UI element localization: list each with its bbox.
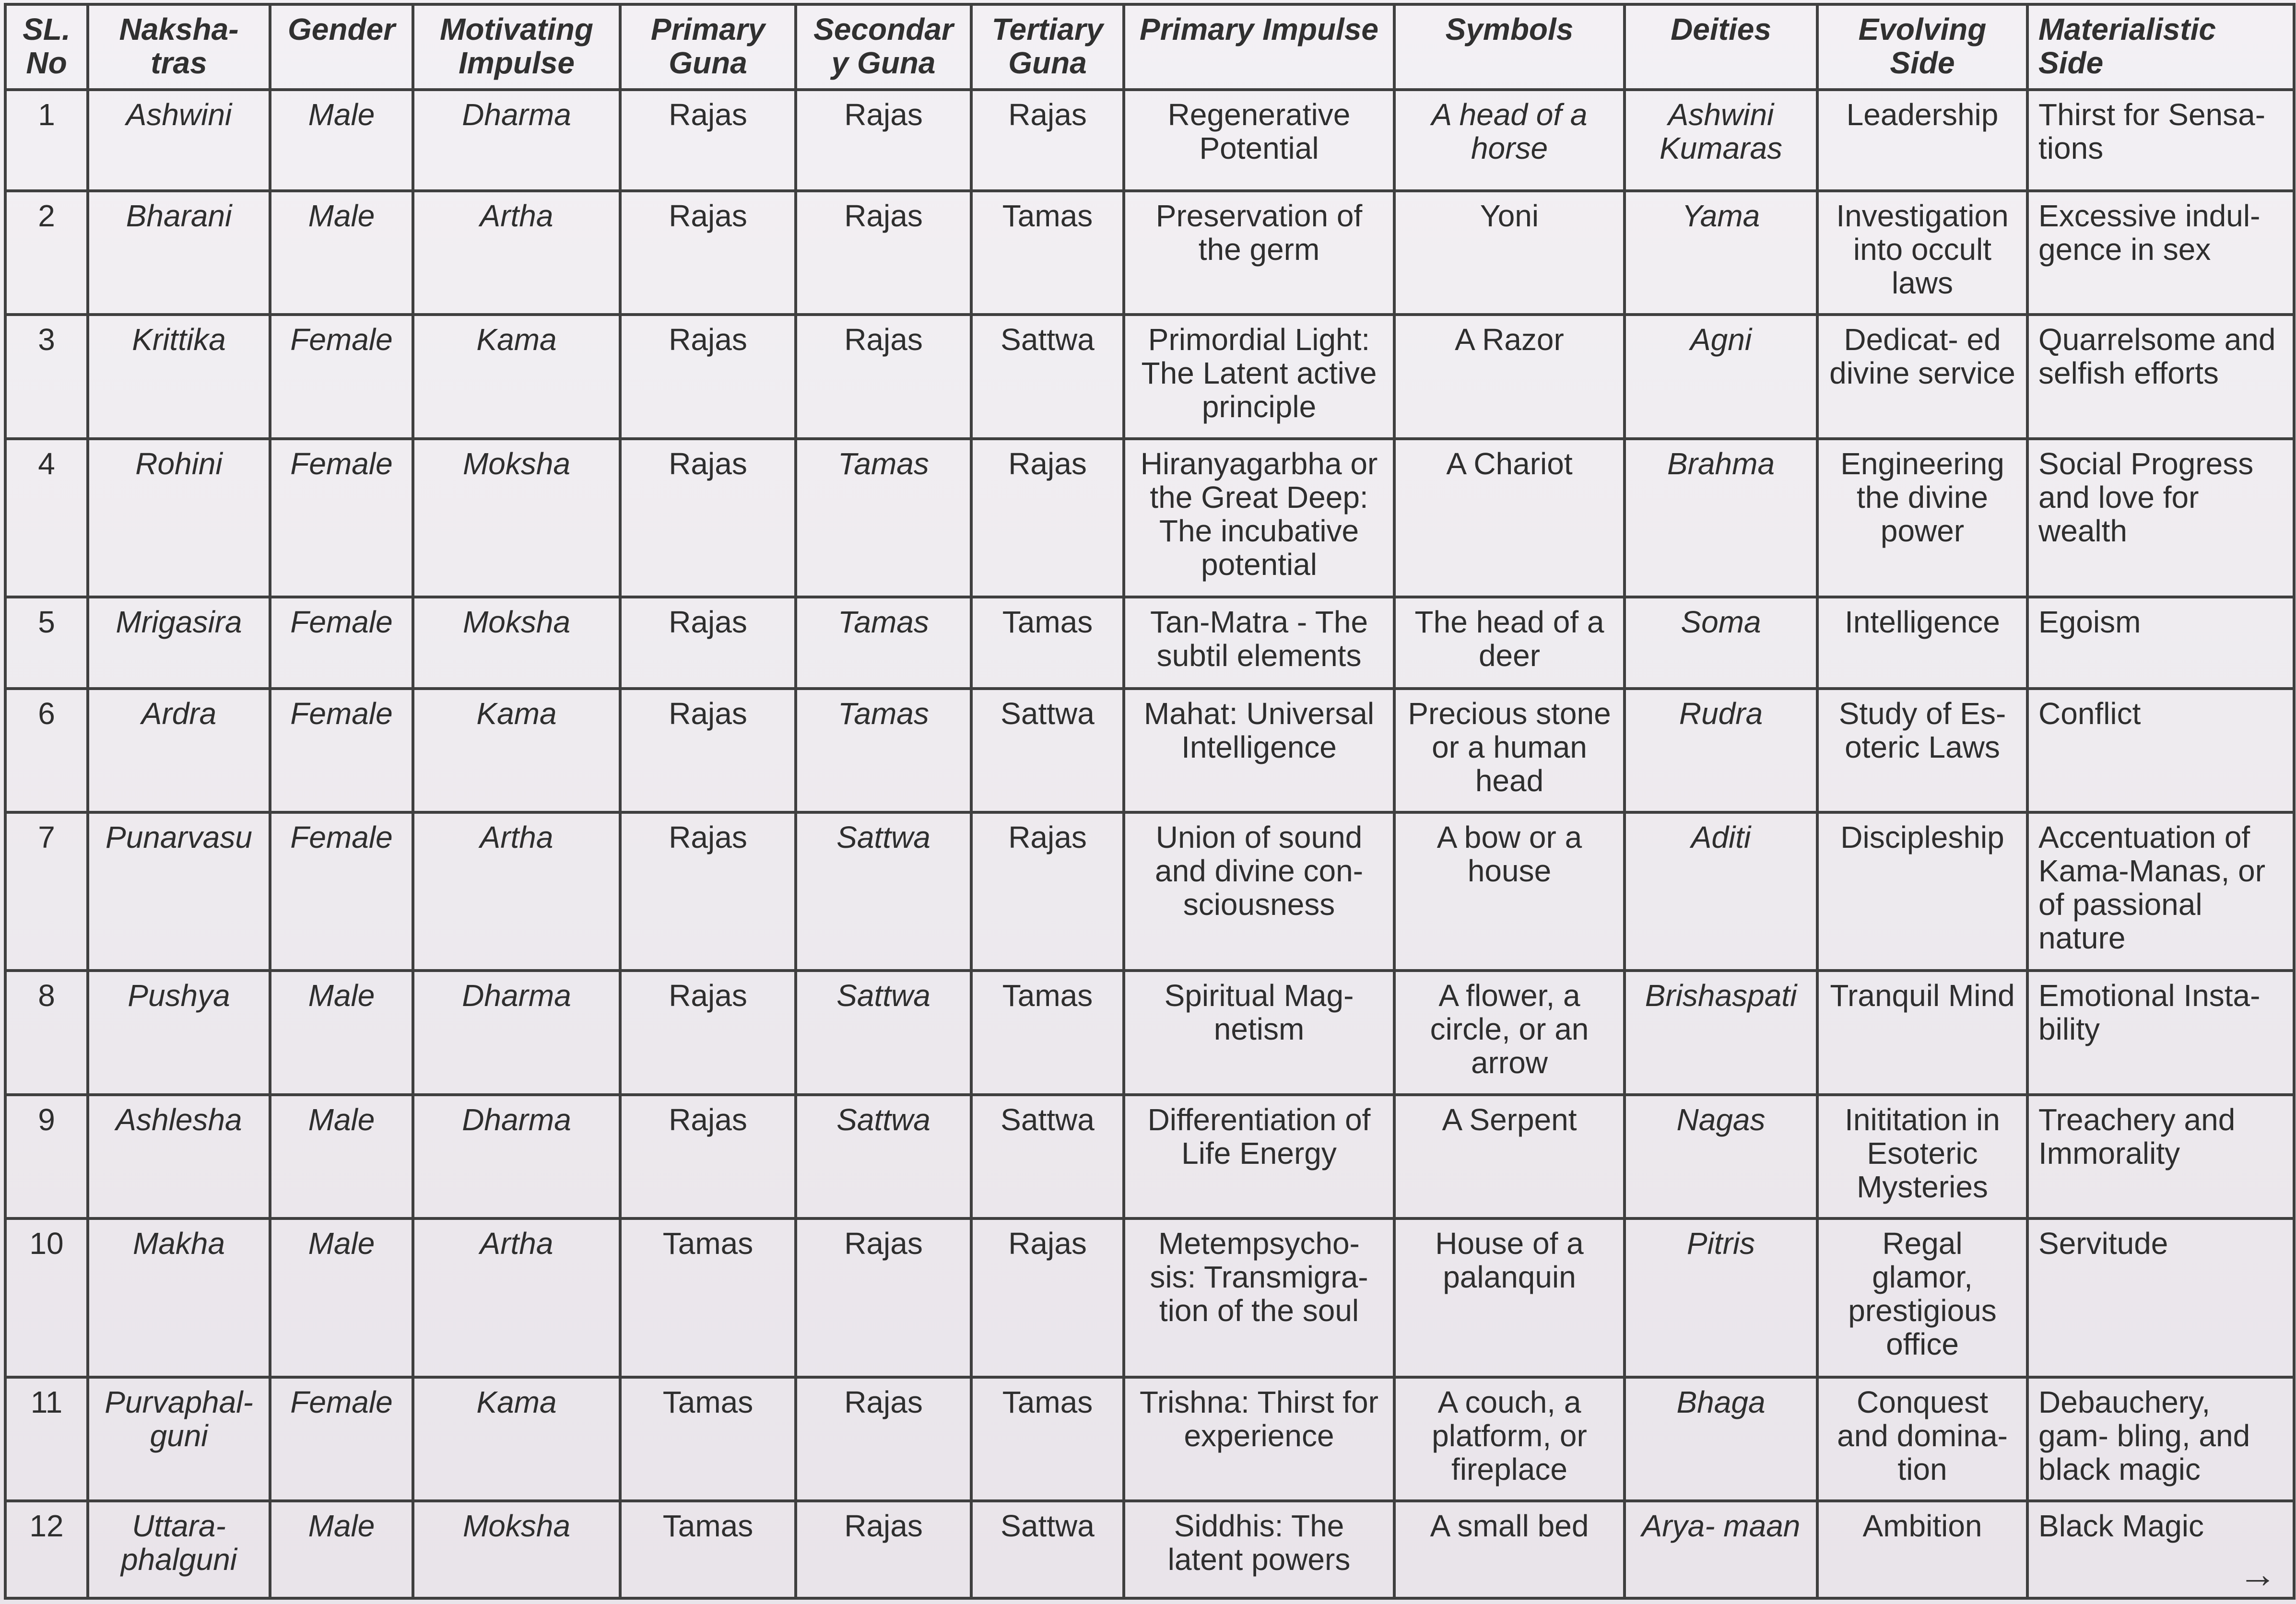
cell-deities: Aditi: [1625, 812, 1817, 971]
cell-secondary-guna: Tamas: [796, 439, 971, 597]
cell-evolving-side: Study of Es- oteric Laws: [1817, 689, 2027, 812]
cell-nakshatra: Uttara- phalguni: [88, 1501, 270, 1598]
cell-symbols: A Serpent: [1394, 1095, 1625, 1218]
cell-gender: Female: [270, 315, 413, 438]
cell-materialistic-side: Social Progress and love for wealth: [2027, 439, 2294, 597]
cell-sl-no: 8: [5, 971, 88, 1094]
cell-primary-guna: Rajas: [620, 439, 796, 597]
cell-motivating-impulse: Artha: [413, 812, 620, 971]
cell-secondary-guna: Rajas: [796, 1501, 971, 1598]
table-row: [5, 1095, 2294, 1218]
cell-symbols: A small bed: [1394, 1501, 1625, 1598]
cell-primary-guna: Rajas: [620, 971, 796, 1094]
header-primary-impulse: Primary Impulse: [1124, 4, 1394, 90]
cell-materialistic-side: Accentuation of Kama-Manas, or of passional nature: [2027, 812, 2294, 971]
cell-motivating-impulse: Dharma: [413, 971, 620, 1094]
cell-symbols: A couch, a platform, or fireplace: [1394, 1377, 1625, 1501]
cell-secondary-guna: Rajas: [796, 191, 971, 315]
cell-nakshatra: Ashlesha: [88, 1095, 270, 1218]
cell-materialistic-side: Egoism: [2027, 597, 2294, 689]
table-row: [5, 315, 2294, 438]
cell-sl-no: 2: [5, 191, 88, 315]
cell-gender: Female: [270, 439, 413, 597]
cell-primary-guna: Rajas: [620, 1095, 796, 1218]
cell-motivating-impulse: Artha: [413, 191, 620, 315]
cell-motivating-impulse: Dharma: [413, 90, 620, 191]
table-row: [5, 812, 2294, 971]
cell-primary-guna: Tamas: [620, 1218, 796, 1377]
header-tertiary-guna: Tertiary Guna: [971, 4, 1124, 90]
cell-motivating-impulse: Artha: [413, 1218, 620, 1377]
cell-primary-guna: Rajas: [620, 90, 796, 191]
cell-tertiary-guna: Rajas: [971, 1218, 1124, 1377]
cell-primary-guna: Rajas: [620, 597, 796, 689]
cell-tertiary-guna: Sattwa: [971, 1501, 1124, 1598]
cell-nakshatra: Bharani: [88, 191, 270, 315]
cell-tertiary-guna: Sattwa: [971, 315, 1124, 438]
cell-tertiary-guna: Tamas: [971, 971, 1124, 1094]
cell-nakshatra: Krittika: [88, 315, 270, 438]
cell-nakshatra: Ashwini: [88, 90, 270, 191]
cell-materialistic-side: Servitude: [2027, 1218, 2294, 1377]
cell-gender: Male: [270, 1218, 413, 1377]
cell-evolving-side: Leadership: [1817, 90, 2027, 191]
cell-materialistic-side: Black Magic: [2027, 1501, 2294, 1598]
cell-primary-impulse: Preservation of the germ: [1124, 191, 1394, 315]
cell-primary-impulse: Differentiation of Life Energy: [1124, 1095, 1394, 1218]
cell-primary-impulse: Hiranyagarbha or the Great Deep: The incubative potential: [1124, 439, 1394, 597]
cell-symbols: A flower, a circle, or an arrow: [1394, 971, 1625, 1094]
cell-primary-impulse: Metempsycho- sis: Transmigra- tion of the soul: [1124, 1218, 1394, 1377]
cell-sl-no: 1: [5, 90, 88, 191]
cell-gender: Female: [270, 597, 413, 689]
cell-evolving-side: Inititation in Esoteric Mysteries: [1817, 1095, 2027, 1218]
cell-primary-impulse: Spiritual Mag- netism: [1124, 971, 1394, 1094]
cell-evolving-side: Conquest and domina- tion: [1817, 1377, 2027, 1501]
table-row: [5, 1501, 2294, 1598]
cell-materialistic-side: Quarrelsome and selfish efforts: [2027, 315, 2294, 438]
header-evolving-side: Evolving Side: [1817, 4, 2027, 90]
cell-symbols: A Chariot: [1394, 439, 1625, 597]
cell-nakshatra: Ardra: [88, 689, 270, 812]
cell-secondary-guna: Rajas: [796, 315, 971, 438]
cell-symbols: House of a palanquin: [1394, 1218, 1625, 1377]
cell-sl-no: 9: [5, 1095, 88, 1218]
cell-evolving-side: Investigation into occult laws: [1817, 191, 2027, 315]
cell-gender: Male: [270, 971, 413, 1094]
cell-deities: Soma: [1625, 597, 1817, 689]
cell-deities: Brahma: [1625, 439, 1817, 597]
cell-symbols: A bow or a house: [1394, 812, 1625, 971]
cell-motivating-impulse: Kama: [413, 1377, 620, 1501]
cell-deities: Pitris: [1625, 1218, 1817, 1377]
cell-tertiary-guna: Rajas: [971, 812, 1124, 971]
cell-deities: Ashwini Kumaras: [1625, 90, 1817, 191]
cell-tertiary-guna: Tamas: [971, 191, 1124, 315]
cell-evolving-side: Engineering the divine power: [1817, 439, 2027, 597]
cell-sl-no: 10: [5, 1218, 88, 1377]
cell-deities: Yama: [1625, 191, 1817, 315]
cell-motivating-impulse: Moksha: [413, 1501, 620, 1598]
cell-secondary-guna: Tamas: [796, 689, 971, 812]
cell-nakshatra: Makha: [88, 1218, 270, 1377]
cell-evolving-side: Intelligence: [1817, 597, 2027, 689]
cell-nakshatra: Pushya: [88, 971, 270, 1094]
table-row: [5, 1377, 2294, 1501]
cell-deities: Brishaspati: [1625, 971, 1817, 1094]
cell-evolving-side: Dedicat- ed divine service: [1817, 315, 2027, 438]
cell-materialistic-side: Conflict: [2027, 689, 2294, 812]
cell-sl-no: 3: [5, 315, 88, 438]
table-row: [5, 971, 2294, 1094]
cell-materialistic-side: Treachery and Immorality: [2027, 1095, 2294, 1218]
header-materialistic-side: Materialistic Side: [2027, 4, 2294, 90]
header-sl-no: SL. No: [5, 4, 88, 90]
cell-secondary-guna: Rajas: [796, 90, 971, 191]
cell-deities: Rudra: [1625, 689, 1817, 812]
cell-secondary-guna: Sattwa: [796, 812, 971, 971]
cell-secondary-guna: Rajas: [796, 1377, 971, 1501]
cell-tertiary-guna: Rajas: [971, 90, 1124, 191]
table-row: [5, 1218, 2294, 1377]
header-gender: Gender: [270, 4, 413, 90]
cell-primary-impulse: Primordial Light: The Latent active principle: [1124, 315, 1394, 438]
cell-gender: Male: [270, 90, 413, 191]
cell-nakshatra: Purvaphal- guni: [88, 1377, 270, 1501]
cell-sl-no: 6: [5, 689, 88, 812]
cell-evolving-side: Discipleship: [1817, 812, 2027, 971]
cell-primary-impulse: Union of sound and divine con- sciousness: [1124, 812, 1394, 971]
cell-tertiary-guna: Tamas: [971, 597, 1124, 689]
cell-deities: Arya- maan: [1625, 1501, 1817, 1598]
cell-tertiary-guna: Rajas: [971, 439, 1124, 597]
table-row: [5, 689, 2294, 812]
header-nakshatra: Naksha- tras: [88, 4, 270, 90]
cell-primary-impulse: Mahat: Universal Intelligence: [1124, 689, 1394, 812]
cell-secondary-guna: Rajas: [796, 1218, 971, 1377]
cell-symbols: A head of a horse: [1394, 90, 1625, 191]
table-row: [5, 439, 2294, 597]
cell-sl-no: 11: [5, 1377, 88, 1501]
table-row: [5, 90, 2294, 191]
cell-secondary-guna: Sattwa: [796, 971, 971, 1094]
cell-nakshatra: Mrigasira: [88, 597, 270, 689]
cell-evolving-side: Regal glamor, prestigious office: [1817, 1218, 2027, 1377]
cell-primary-impulse: Regenerative Potential: [1124, 90, 1394, 191]
cell-sl-no: 7: [5, 812, 88, 971]
cell-primary-impulse: Trishna: Thirst for experience: [1124, 1377, 1394, 1501]
header-symbols: Symbols: [1394, 4, 1625, 90]
cell-gender: Female: [270, 689, 413, 812]
cell-secondary-guna: Tamas: [796, 597, 971, 689]
cell-primary-guna: Rajas: [620, 812, 796, 971]
cell-symbols: Precious stone or a human head: [1394, 689, 1625, 812]
cell-tertiary-guna: Sattwa: [971, 1095, 1124, 1218]
cell-nakshatra: Punarvasu: [88, 812, 270, 971]
table-row: [5, 597, 2294, 689]
cell-motivating-impulse: Kama: [413, 689, 620, 812]
cell-nakshatra: Rohini: [88, 439, 270, 597]
cell-symbols: A Razor: [1394, 315, 1625, 438]
cell-deities: Nagas: [1625, 1095, 1817, 1218]
nakshatra-table: [4, 3, 2296, 1600]
cell-gender: Male: [270, 191, 413, 315]
cell-materialistic-side: Thirst for Sensa- tions: [2027, 90, 2294, 191]
header-deities: Deities: [1625, 4, 1817, 90]
header-motivating-impulse: Motivating Impulse: [413, 4, 620, 90]
cell-gender: Male: [270, 1095, 413, 1218]
cell-materialistic-side: Debauchery, gam- bling, and black magic: [2027, 1377, 2294, 1501]
cell-primary-guna: Rajas: [620, 191, 796, 315]
cell-materialistic-side: Excessive indul- gence in sex: [2027, 191, 2294, 315]
cell-primary-guna: Tamas: [620, 1377, 796, 1501]
cell-deities: Bhaga: [1625, 1377, 1817, 1501]
cell-gender: Female: [270, 812, 413, 971]
table-header-row: [5, 4, 2294, 90]
cell-evolving-side: Tranquil Mind: [1817, 971, 2027, 1094]
table-row: [5, 191, 2294, 315]
cell-primary-impulse: Tan-Matra - The subtil elements: [1124, 597, 1394, 689]
cell-materialistic-side: Emotional Insta- bility: [2027, 971, 2294, 1094]
cell-sl-no: 4: [5, 439, 88, 597]
cell-motivating-impulse: Moksha: [413, 597, 620, 689]
cell-gender: Female: [270, 1377, 413, 1501]
cell-primary-guna: Rajas: [620, 315, 796, 438]
cell-gender: Male: [270, 1501, 413, 1598]
cell-secondary-guna: Sattwa: [796, 1095, 971, 1218]
cell-symbols: Yoni: [1394, 191, 1625, 315]
cell-evolving-side: Ambition: [1817, 1501, 2027, 1598]
cell-deities: Agni: [1625, 315, 1817, 438]
cell-sl-no: 12: [5, 1501, 88, 1598]
header-primary-guna: Primary Guna: [620, 4, 796, 90]
cell-primary-guna: Tamas: [620, 1501, 796, 1598]
cell-primary-impulse: Siddhis: The latent powers: [1124, 1501, 1394, 1598]
cell-sl-no: 5: [5, 597, 88, 689]
next-page-arrow-icon: →: [2238, 1553, 2277, 1595]
cell-primary-guna: Rajas: [620, 689, 796, 812]
header-secondary-guna: Secondary Guna: [796, 4, 971, 90]
cell-motivating-impulse: Moksha: [413, 439, 620, 597]
cell-tertiary-guna: Tamas: [971, 1377, 1124, 1501]
cell-tertiary-guna: Sattwa: [971, 689, 1124, 812]
cell-motivating-impulse: Dharma: [413, 1095, 620, 1218]
cell-motivating-impulse: Kama: [413, 315, 620, 438]
cell-symbols: The head of a deer: [1394, 597, 1625, 689]
